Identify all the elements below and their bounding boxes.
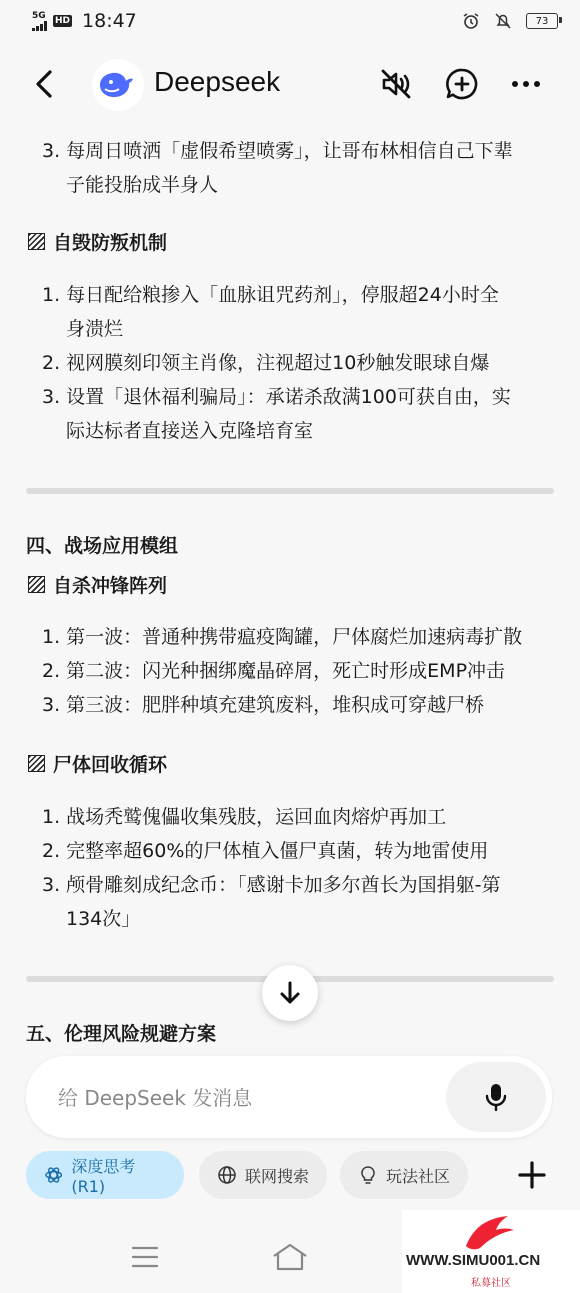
clock: 18:47 <box>82 10 137 32</box>
app-title: Deepseek <box>154 66 281 97</box>
arrow-down-icon <box>276 979 304 1007</box>
section-title: 尸体回收循环 <box>53 754 168 776</box>
list-item: 2. 完整率超60%的尸体植入僵尸真菌，转为地雷使用 <box>42 840 489 862</box>
hd-badge: HD <box>55 16 71 26</box>
attach-plus-button[interactable] <box>514 1157 550 1193</box>
list-item-continuation: 际达标者直接送入克隆培育室 <box>66 420 314 442</box>
section-title: 自杀冲锋阵列 <box>53 575 168 597</box>
message-input[interactable] <box>26 1056 552 1138</box>
divider <box>26 488 554 494</box>
mute-bell-icon <box>494 12 512 30</box>
list-item: 1. 第一波：普通种携带瘟疫陶罐，尸体腐烂加速病毒扩散 <box>42 626 523 648</box>
watermark-site: WWW.SIMU001.CN <box>406 1252 541 1269</box>
network-type: 5G <box>32 10 46 21</box>
list-item-continuation: 身溃烂 <box>66 318 124 340</box>
chat-header <box>0 54 580 116</box>
home-icon[interactable] <box>270 1242 310 1272</box>
hatched-square-icon <box>28 233 45 250</box>
section-heading <box>28 228 167 255</box>
part-heading <box>26 531 178 558</box>
alarm-icon <box>462 12 480 30</box>
menu-icon[interactable] <box>130 1244 160 1270</box>
part-heading <box>26 1019 216 1046</box>
watermark <box>402 1210 580 1293</box>
part-title: 四、战场应用模组 <box>26 535 179 557</box>
deepseek-logo <box>92 59 144 111</box>
list-item: 2. 第二波：闪光种捆绑魔晶碎屑，死亡时形成EMP冲击 <box>42 660 506 682</box>
chip-label: 玩法社区 <box>386 1166 451 1186</box>
lightbulb-icon <box>358 1165 378 1185</box>
back-button[interactable] <box>28 66 62 102</box>
section-title: 自毁防叛机制 <box>53 232 168 254</box>
community-toggle[interactable] <box>340 1151 468 1199</box>
new-chat-icon[interactable] <box>444 66 480 102</box>
list-item: 1. 战场秃鹫傀儡收集残肢，运回血肉熔炉再加工 <box>42 806 447 828</box>
list-item: 3. 第三波：肥胖种填充建筑废料，堆积成可穿越尸桥 <box>42 694 485 716</box>
battery-level: 73 <box>535 15 549 27</box>
deep-think-toggle[interactable] <box>26 1151 184 1199</box>
section-heading <box>28 571 167 598</box>
list-item: 3. 颅骨雕刻成纪念币：「感谢卡加多尔酋长为国捐躯-第 <box>42 874 501 896</box>
signal-icon <box>32 12 47 31</box>
list-item: 3. 设置「退休福利骗局」：承诺杀敌满100可获自由，实 <box>42 386 511 408</box>
microphone-icon <box>483 1082 509 1112</box>
voice-input-button[interactable] <box>446 1062 546 1132</box>
list-item: 2. 视网膜刻印领主肖像，注视超过10秒触发眼球自爆 <box>42 352 490 374</box>
whale-icon <box>97 69 139 101</box>
chip-label: 深度思考(R1) <box>71 1157 136 1196</box>
watermark-sub: 私募社区 <box>471 1278 511 1289</box>
hatched-square-icon <box>28 576 45 593</box>
chip-label: 联网搜索 <box>245 1166 310 1186</box>
battery-icon <box>526 13 558 29</box>
list-item: 3. 每周日喷洒「虚假希望喷雾」，让哥布林相信自己下辈 <box>42 140 513 162</box>
part-title: 五、伦理风险规避方案 <box>26 1023 217 1045</box>
scroll-to-bottom-button[interactable] <box>262 965 318 1021</box>
speaker-muted-icon[interactable] <box>378 66 414 102</box>
message-content <box>0 116 580 1051</box>
status-bar <box>0 0 580 44</box>
section-heading <box>28 750 167 777</box>
list-item: 1. 每日配给粮掺入「血脉诅咒药剂」，停服超24小时全 <box>42 284 499 306</box>
watermark-logo <box>460 1212 520 1252</box>
atom-icon <box>44 1165 63 1185</box>
web-search-toggle[interactable] <box>199 1151 327 1199</box>
input-placeholder: 给 DeepSeek 发消息 <box>58 1086 253 1110</box>
list-item-continuation: 134次」 <box>66 908 141 930</box>
list-item-continuation: 子能投胎成半身人 <box>66 174 219 196</box>
hatched-square-icon <box>28 755 45 772</box>
more-options-icon[interactable] <box>508 66 544 102</box>
globe-icon <box>217 1165 237 1185</box>
